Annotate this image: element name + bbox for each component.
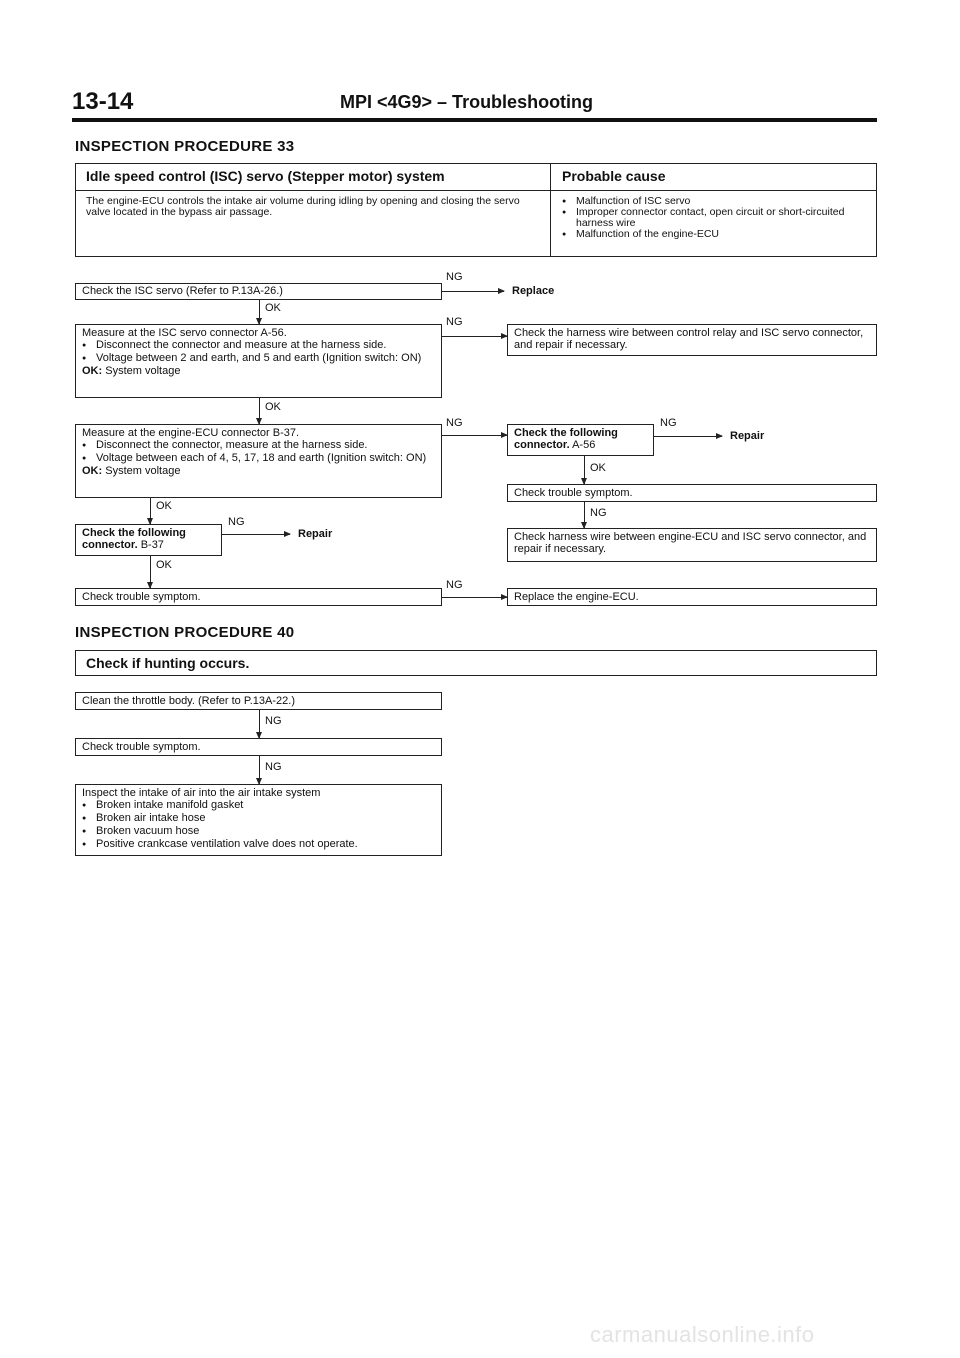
inspect-air-intake-box	[75, 784, 442, 856]
repair-result: Repair	[730, 430, 765, 442]
box-title: Inspect the intake of air into the air intake system	[82, 787, 321, 799]
box-bullet: ● Voltage between each of 4, 5, 17, 18 and earth (Ignition switch: ON)	[82, 452, 435, 465]
procedure-33-title: INSPECTION PROCEDURE 33	[75, 138, 295, 155]
check-connector-a56-box	[507, 424, 654, 456]
page-title: MPI <4G9> – Troubleshooting	[340, 92, 594, 112]
probable-cause-heading: Probable cause	[562, 168, 666, 184]
box-bullet: ● Voltage between 2 and earth, and 5 and earth (Ignition switch: ON)	[82, 352, 435, 365]
check-isc-servo-box: Check the ISC servo (Refer to P.13A-26.)	[75, 283, 442, 300]
ok-label: OK	[265, 401, 281, 413]
measure-isc-connector-box	[75, 324, 442, 398]
box-title: Measure at the ISC servo connector A-56.	[82, 327, 287, 339]
system-description: The engine-ECU controls the intake air volume during idling by opening and closing the servo valve located in the bypass air passage.	[86, 195, 520, 218]
ng-arrow	[442, 291, 504, 292]
hunting-check-heading: Check if hunting occurs.	[75, 650, 877, 676]
ng-label: NG	[265, 715, 282, 727]
ng-label: NG	[446, 417, 463, 429]
ng-label: NG	[265, 761, 282, 773]
box-bullet: ● Broken vacuum hose	[82, 825, 435, 838]
ng-arrow	[259, 710, 260, 738]
measure-ecu-connector-box	[75, 424, 442, 498]
ng-label: NG	[660, 417, 677, 429]
ng-arrow	[222, 534, 290, 535]
box-bullet: ● Positive crankcase ventilation valve does not operate.	[82, 838, 435, 851]
connector-code: B-37	[140, 539, 164, 551]
box-instruction: Check the following connector.	[514, 427, 618, 451]
ok-arrow	[150, 556, 151, 588]
connector-code: A-56	[572, 439, 596, 451]
replace-engine-ecu-box: Replace the engine-ECU.	[507, 588, 877, 606]
probable-cause-table	[75, 163, 877, 257]
ok-arrow	[259, 398, 260, 424]
check-harness-relay-box: Check the harness wire between control relay and ISC servo connector, and repair if necessary.	[507, 324, 877, 356]
cause-item: ● Malfunction of ISC servo	[562, 196, 868, 207]
ng-arrow	[442, 435, 507, 436]
ok-criterion-label: OK:	[82, 365, 103, 377]
ng-arrow	[442, 336, 507, 337]
ng-label: NG	[446, 271, 463, 283]
ok-label: OK	[590, 462, 606, 474]
box-bullet: ● Disconnect the connector and measure at the harness side.	[82, 339, 435, 352]
ok-arrow	[584, 456, 585, 484]
ok-arrow	[259, 300, 260, 324]
check-trouble-symptom-right-box: Check trouble symptom.	[507, 484, 877, 502]
ng-arrow	[584, 502, 585, 528]
check-connector-b37-box	[75, 524, 222, 556]
box-bullet: ● Disconnect the connector, measure at the harness side.	[82, 439, 435, 452]
ok-arrow	[150, 498, 151, 524]
procedure-40-title: INSPECTION PROCEDURE 40	[75, 624, 295, 641]
ok-label: OK	[156, 500, 172, 512]
ok-criterion-value: System voltage	[105, 465, 181, 477]
header-rule	[72, 118, 877, 122]
box-bullet: ● Broken air intake hose	[82, 812, 435, 825]
ng-arrow	[654, 436, 722, 437]
replace-result: Replace	[512, 285, 555, 297]
check-trouble-symptom-box: Check trouble symptom.	[75, 738, 442, 756]
box-instruction: Check the following connector.	[82, 527, 186, 551]
check-harness-ecu-servo-box: Check harness wire between engine-ECU and ISC servo connector, and repair if necessary.	[507, 528, 877, 562]
site-watermark: carmanualsonline.info	[590, 1322, 815, 1347]
repair-result: Repair	[298, 528, 333, 540]
cause-item: ● Malfunction of the engine-ECU	[562, 229, 868, 240]
check-trouble-symptom-left-box: Check trouble symptom.	[75, 588, 442, 606]
ok-label: OK	[156, 559, 172, 571]
ng-arrow	[442, 597, 507, 598]
system-heading: Idle speed control (ISC) servo (Stepper motor) system	[86, 168, 445, 184]
ng-label: NG	[446, 316, 463, 328]
cause-item: ● Improper connector contact, open circuit or short-circuited harness wire	[562, 207, 868, 229]
ok-criterion-label: OK:	[82, 465, 103, 477]
ok-criterion-value: System voltage	[105, 365, 181, 377]
table-divider-horizontal	[76, 190, 876, 191]
page-number: 13-14	[72, 88, 134, 115]
ng-arrow	[259, 756, 260, 784]
box-title: Measure at the engine-ECU connector B-37.	[82, 427, 300, 439]
cause-list	[562, 196, 868, 240]
box-bullet: ● Broken intake manifold gasket	[82, 799, 435, 812]
ng-label: NG	[228, 516, 245, 528]
clean-throttle-body-box: Clean the throttle body. (Refer to P.13A-22.)	[75, 692, 442, 710]
table-divider-vertical	[550, 164, 551, 256]
ok-label: OK	[265, 302, 281, 314]
ng-label: NG	[590, 507, 607, 519]
ng-label: NG	[446, 579, 463, 591]
